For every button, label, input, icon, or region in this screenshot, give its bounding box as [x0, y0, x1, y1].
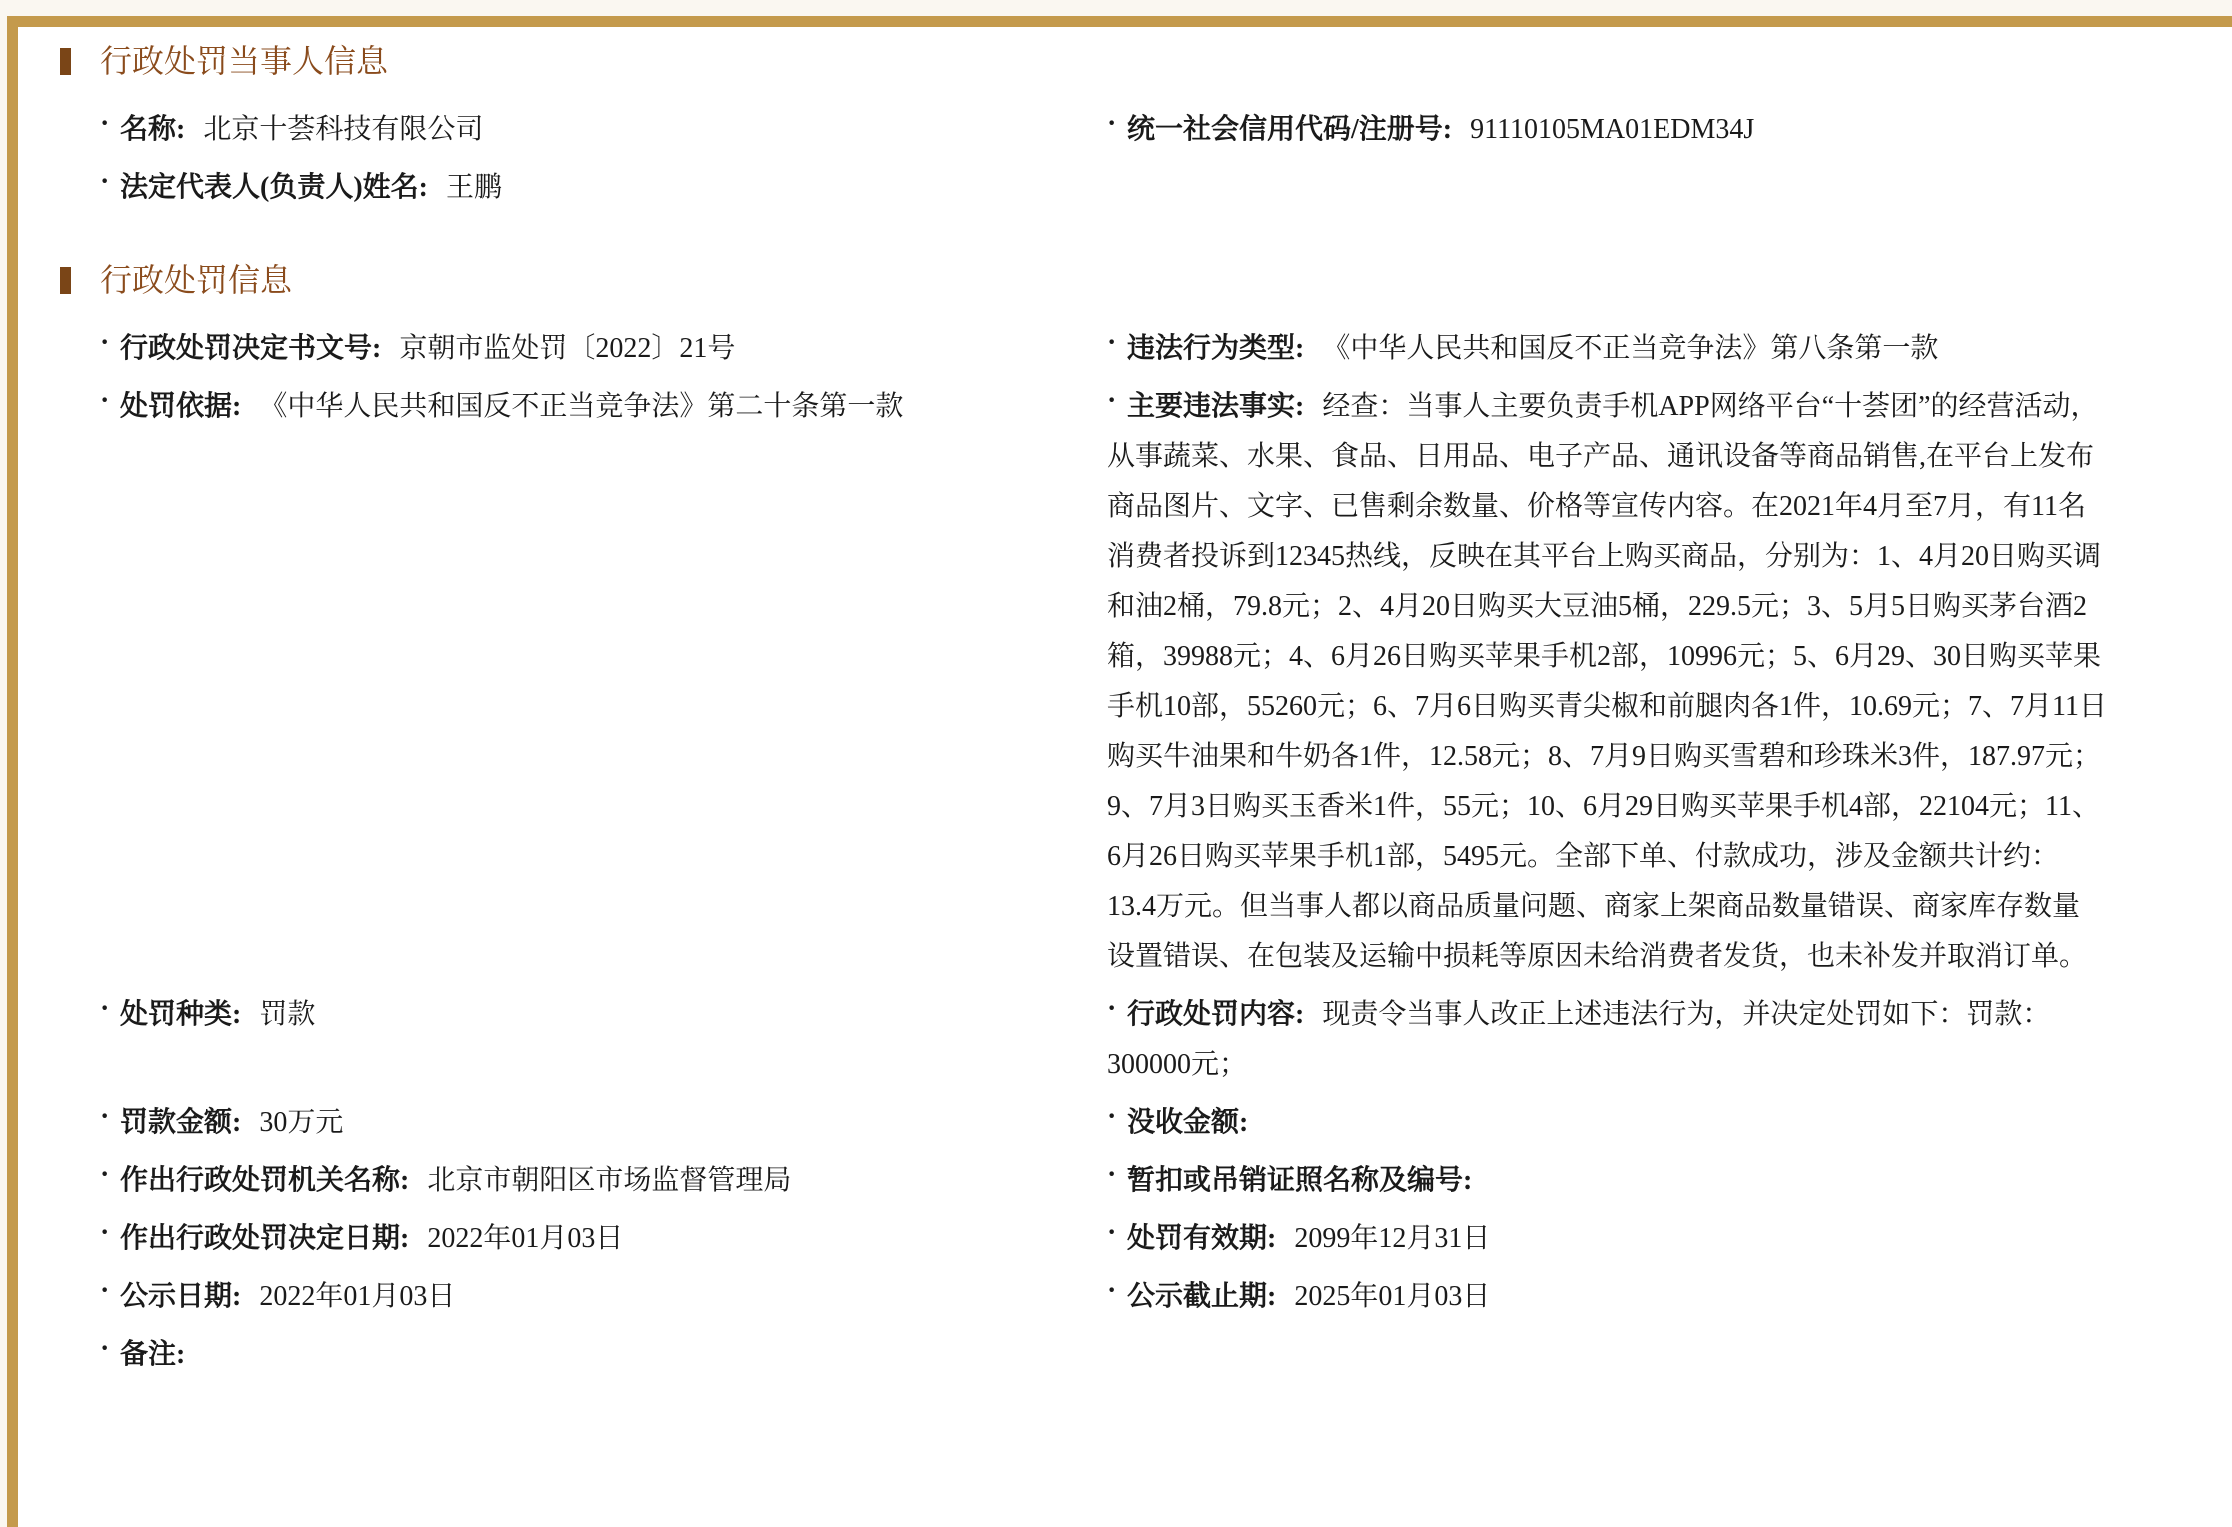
field-violation-type	[1107, 324, 2107, 374]
field-label: 作出行政处罚机关名称:	[120, 1165, 410, 1196]
section-marker	[60, 267, 71, 294]
field-publish-end	[1107, 1272, 2107, 1322]
field-valid-until	[1107, 1214, 2107, 1264]
field-label: 暂扣或吊销证照名称及编号:	[1127, 1165, 1473, 1196]
field-penalty-kind	[100, 990, 1107, 1090]
section-title-penalty	[0, 258, 2232, 302]
field-value: 京朝市监处罚〔2022〕21号	[399, 333, 736, 364]
field-label: 公示日期:	[120, 1281, 242, 1312]
bullet-icon: ·	[1107, 327, 1117, 358]
field-label: 作出行政处罚决定日期:	[120, 1223, 410, 1254]
bullet-icon: ·	[1107, 993, 1117, 1024]
field-label: 没收金额:	[1127, 1107, 1249, 1138]
field-value: 经查：当事人主要负责手机APP网络平台“十荟团”的经营活动，从事蔬菜、水果、食品、日用品、电子产品、通讯设备等商品销售,在平台上发布商品图片、文字、已售剩余数量、价格等宣传内容。在2021年4月至7月，有11名消费者投诉到12345热线，反映在其平台上购买商品，分别为：1、4月20日购买调和油2桶，79.8元；2、4月20日购买大豆油5桶，229.5元；3、5月5日购买茅台酒2箱，39988元；4、6月26日购买苹果手机2部，10996元；5、6月29、30日购买苹果手机10部，55260元；6、7月6日购买青尖椒和前腿肉各1件，10.69元；7、7月11日购买牛油果和牛奶各1件，12.58元；8、7月9日购买雪碧和珍珠米3件，187.97元；9、7月3日购买玉香米1件，55元；10、6月29日购买苹果手机4部，22104元；11、6月26日购买苹果手机1部，5495元。全部下单、付款成功，涉及金额共计约：13.4万元。但当事人都以商品质量问题、商家上架商品数量错误、商家库存数量设置错误、在包装及运输中损耗等原因未给消费者发货，也未补发并取消订单。	[1107, 391, 2107, 972]
field-value: 王鹏	[445, 172, 502, 203]
field-label: 处罚有效期:	[1127, 1223, 1277, 1254]
field-label: 罚款金额:	[120, 1107, 242, 1138]
bullet-icon: ·	[1107, 1275, 1117, 1306]
bullet-icon: ·	[100, 385, 110, 416]
field-label: 主要违法事实:	[1127, 391, 1305, 422]
section-marker	[60, 48, 71, 75]
field-penalty-content	[1107, 990, 2107, 1090]
bullet-icon: ·	[100, 1217, 110, 1248]
bullet-icon: ·	[1107, 1217, 1117, 1248]
field-label: 公示截止期:	[1127, 1281, 1277, 1312]
section-title-party	[0, 39, 2232, 83]
field-facts	[1107, 382, 2107, 982]
field-confiscation	[1107, 1098, 2107, 1148]
field-label: 统一社会信用代码/注册号:	[1127, 114, 1453, 145]
field-value: 91110105MA01EDM34J	[1470, 114, 1755, 145]
field-authority	[100, 1156, 1107, 1206]
field-value: 现责令当事人改正上述违法行为，并决定处罚如下：罚款：300000元；	[1107, 999, 2051, 1080]
field-license	[1107, 1156, 2107, 1206]
field-decision-date	[100, 1214, 1107, 1264]
bullet-icon: ·	[100, 1333, 110, 1364]
field-value: 2022年01月03日	[427, 1223, 624, 1254]
field-label: 法定代表人(负责人)姓名:	[120, 172, 428, 203]
field-label: 名称:	[120, 114, 186, 145]
field-value: 罚款	[259, 999, 316, 1030]
field-fine-amount	[100, 1098, 1107, 1148]
field-value: 《中华人民共和国反不正当竞争法》第八条第一款	[1322, 333, 1939, 364]
field-label: 违法行为类型:	[1127, 333, 1305, 364]
field-label: 处罚种类:	[120, 999, 242, 1030]
bullet-icon: ·	[1107, 1159, 1117, 1190]
bullet-icon: ·	[1107, 108, 1117, 139]
field-value: 《中华人民共和国反不正当竞争法》第二十条第一款	[259, 391, 904, 422]
field-basis	[100, 382, 1107, 982]
bullet-icon: ·	[100, 993, 110, 1024]
bullet-icon: ·	[100, 166, 110, 197]
bullet-icon: ·	[100, 108, 110, 139]
field-name	[100, 105, 1107, 155]
field-value: 北京市朝阳区市场监督管理局	[427, 1165, 792, 1196]
field-credit-code	[1107, 105, 2107, 155]
field-remark	[100, 1330, 1107, 1380]
field-label: 备注:	[120, 1339, 186, 1370]
bullet-icon: ·	[100, 1159, 110, 1190]
bullet-icon: ·	[100, 327, 110, 358]
bullet-icon: ·	[100, 1101, 110, 1132]
field-value: 北京十荟科技有限公司	[203, 114, 484, 145]
field-label: 处罚依据:	[120, 391, 242, 422]
field-value: 2025年01月03日	[1294, 1281, 1491, 1312]
section-title-text: 行政处罚信息	[100, 262, 293, 298]
field-value: 2022年01月03日	[259, 1281, 456, 1312]
field-label: 行政处罚决定书文号:	[120, 333, 382, 364]
section-title-text: 行政处罚当事人信息	[100, 43, 389, 79]
bullet-icon: ·	[1107, 385, 1117, 416]
field-doc-number	[100, 324, 1107, 374]
field-label: 行政处罚内容:	[1127, 999, 1305, 1030]
bullet-icon: ·	[100, 1275, 110, 1306]
field-value: 30万元	[259, 1107, 344, 1138]
field-value: 2099年12月31日	[1294, 1223, 1491, 1254]
field-legal-rep	[100, 163, 1107, 213]
bullet-icon: ·	[1107, 1101, 1117, 1132]
field-publish-date	[100, 1272, 1107, 1322]
